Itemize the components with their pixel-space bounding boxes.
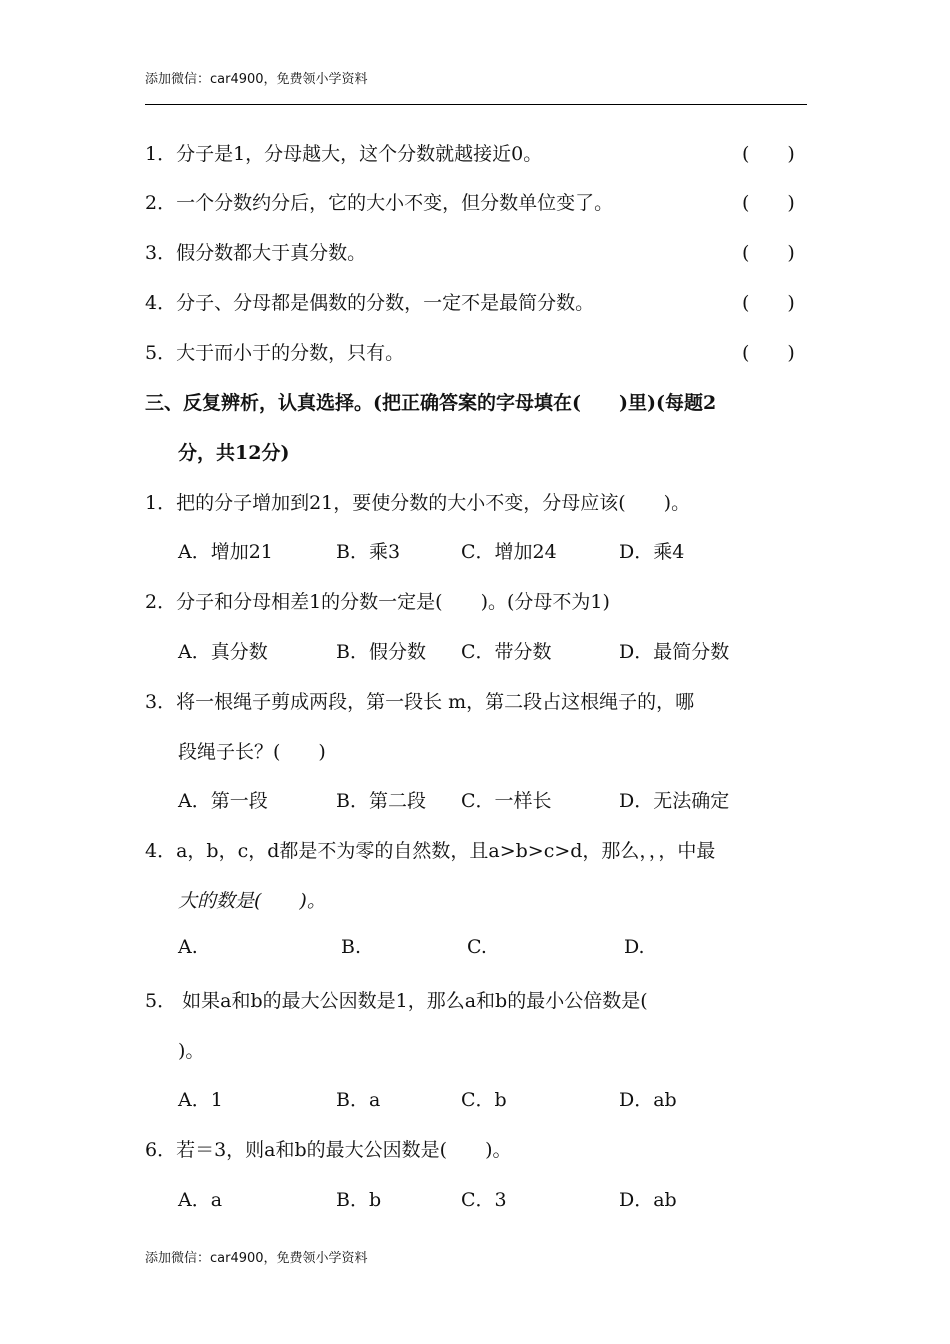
option-c: C．3 <box>461 1189 507 1211</box>
option-a: A．真分数 <box>178 641 268 663</box>
header-rule <box>145 104 807 105</box>
answer-blank: ( ) <box>742 192 795 214</box>
option-a: A. <box>178 936 198 958</box>
question-5-stem-cont: )。 <box>178 1040 205 1062</box>
question-5-stem: 5． 如果a和b的最大公因数是1，那么a和b的最小公倍数是( <box>145 990 648 1012</box>
judgment-item-2: 2．一个分数约分后，它的大小不变，但分数单位变了。 <box>145 192 614 214</box>
judgment-item-1: 1．分子是1，分母越大，这个分数就越接近0。 <box>145 143 543 165</box>
question-2-stem: 2．分子和分母相差1的分数一定是( )。(分母不为1) <box>145 591 610 613</box>
option-b: B．a <box>336 1089 381 1111</box>
option-d: D. <box>624 936 645 958</box>
option-a: A．增加21 <box>178 541 273 563</box>
answer-blank: ( ) <box>742 242 795 264</box>
page-footer: 添加微信：car4900，免费领小学资料 <box>145 1251 368 1266</box>
option-a: A．第一段 <box>178 790 268 812</box>
question-4-stem-cont: 大的数是( )。 <box>178 890 326 912</box>
judgment-item-3: 3．假分数都大于真分数。 <box>145 242 367 264</box>
question-3-stem: 3．将一根绳子剪成两段，第一段长 m，第二段占这根绳子的，哪 <box>145 691 695 713</box>
option-d: D．ab <box>619 1189 677 1211</box>
judgment-item-4: 4．分子、分母都是偶数的分数，一定不是最简分数。 <box>145 292 595 314</box>
judgment-item-5: 5．大于而小于的分数，只有。 <box>145 342 405 364</box>
option-b: B．乘3 <box>336 541 401 563</box>
question-3-stem-cont: 段绳子长？( ) <box>178 741 326 763</box>
option-d: D．最简分数 <box>619 641 730 663</box>
question-6-stem: 6．若＝3，则a和b的最大公因数是( )。 <box>145 1139 512 1161</box>
option-d: D．ab <box>619 1089 677 1111</box>
section-title-cont: 分，共12分) <box>178 442 290 464</box>
option-a: A．1 <box>178 1089 223 1111</box>
answer-blank: ( ) <box>742 143 795 165</box>
answer-blank: ( ) <box>742 292 795 314</box>
option-c: C．带分数 <box>461 641 552 663</box>
option-a: A．a <box>178 1189 223 1211</box>
option-c: C. <box>467 936 487 958</box>
option-c: C．增加24 <box>461 541 557 563</box>
section-title: 三、反复辨析，认真选择。(把正确答案的字母填在( )里)(每题2 <box>145 392 717 414</box>
option-d: D．无法确定 <box>619 790 730 812</box>
option-c: C．b <box>461 1089 507 1111</box>
option-d: D．乘4 <box>619 541 685 563</box>
question-4-stem: 4．a，b，c，d都是不为零的自然数，且a>b>c>d，那么，，，中最 <box>145 840 716 862</box>
page-header: 添加微信：car4900，免费领小学资料 <box>145 72 368 87</box>
option-b: B．假分数 <box>336 641 426 663</box>
option-b: B．第二段 <box>336 790 426 812</box>
option-b: B. <box>341 936 362 958</box>
answer-blank: ( ) <box>742 342 795 364</box>
option-c: C．一样长 <box>461 790 552 812</box>
question-1-stem: 1．把的分子增加到21，要使分数的大小不变，分母应该( )。 <box>145 492 691 514</box>
option-b: B．b <box>336 1189 382 1211</box>
